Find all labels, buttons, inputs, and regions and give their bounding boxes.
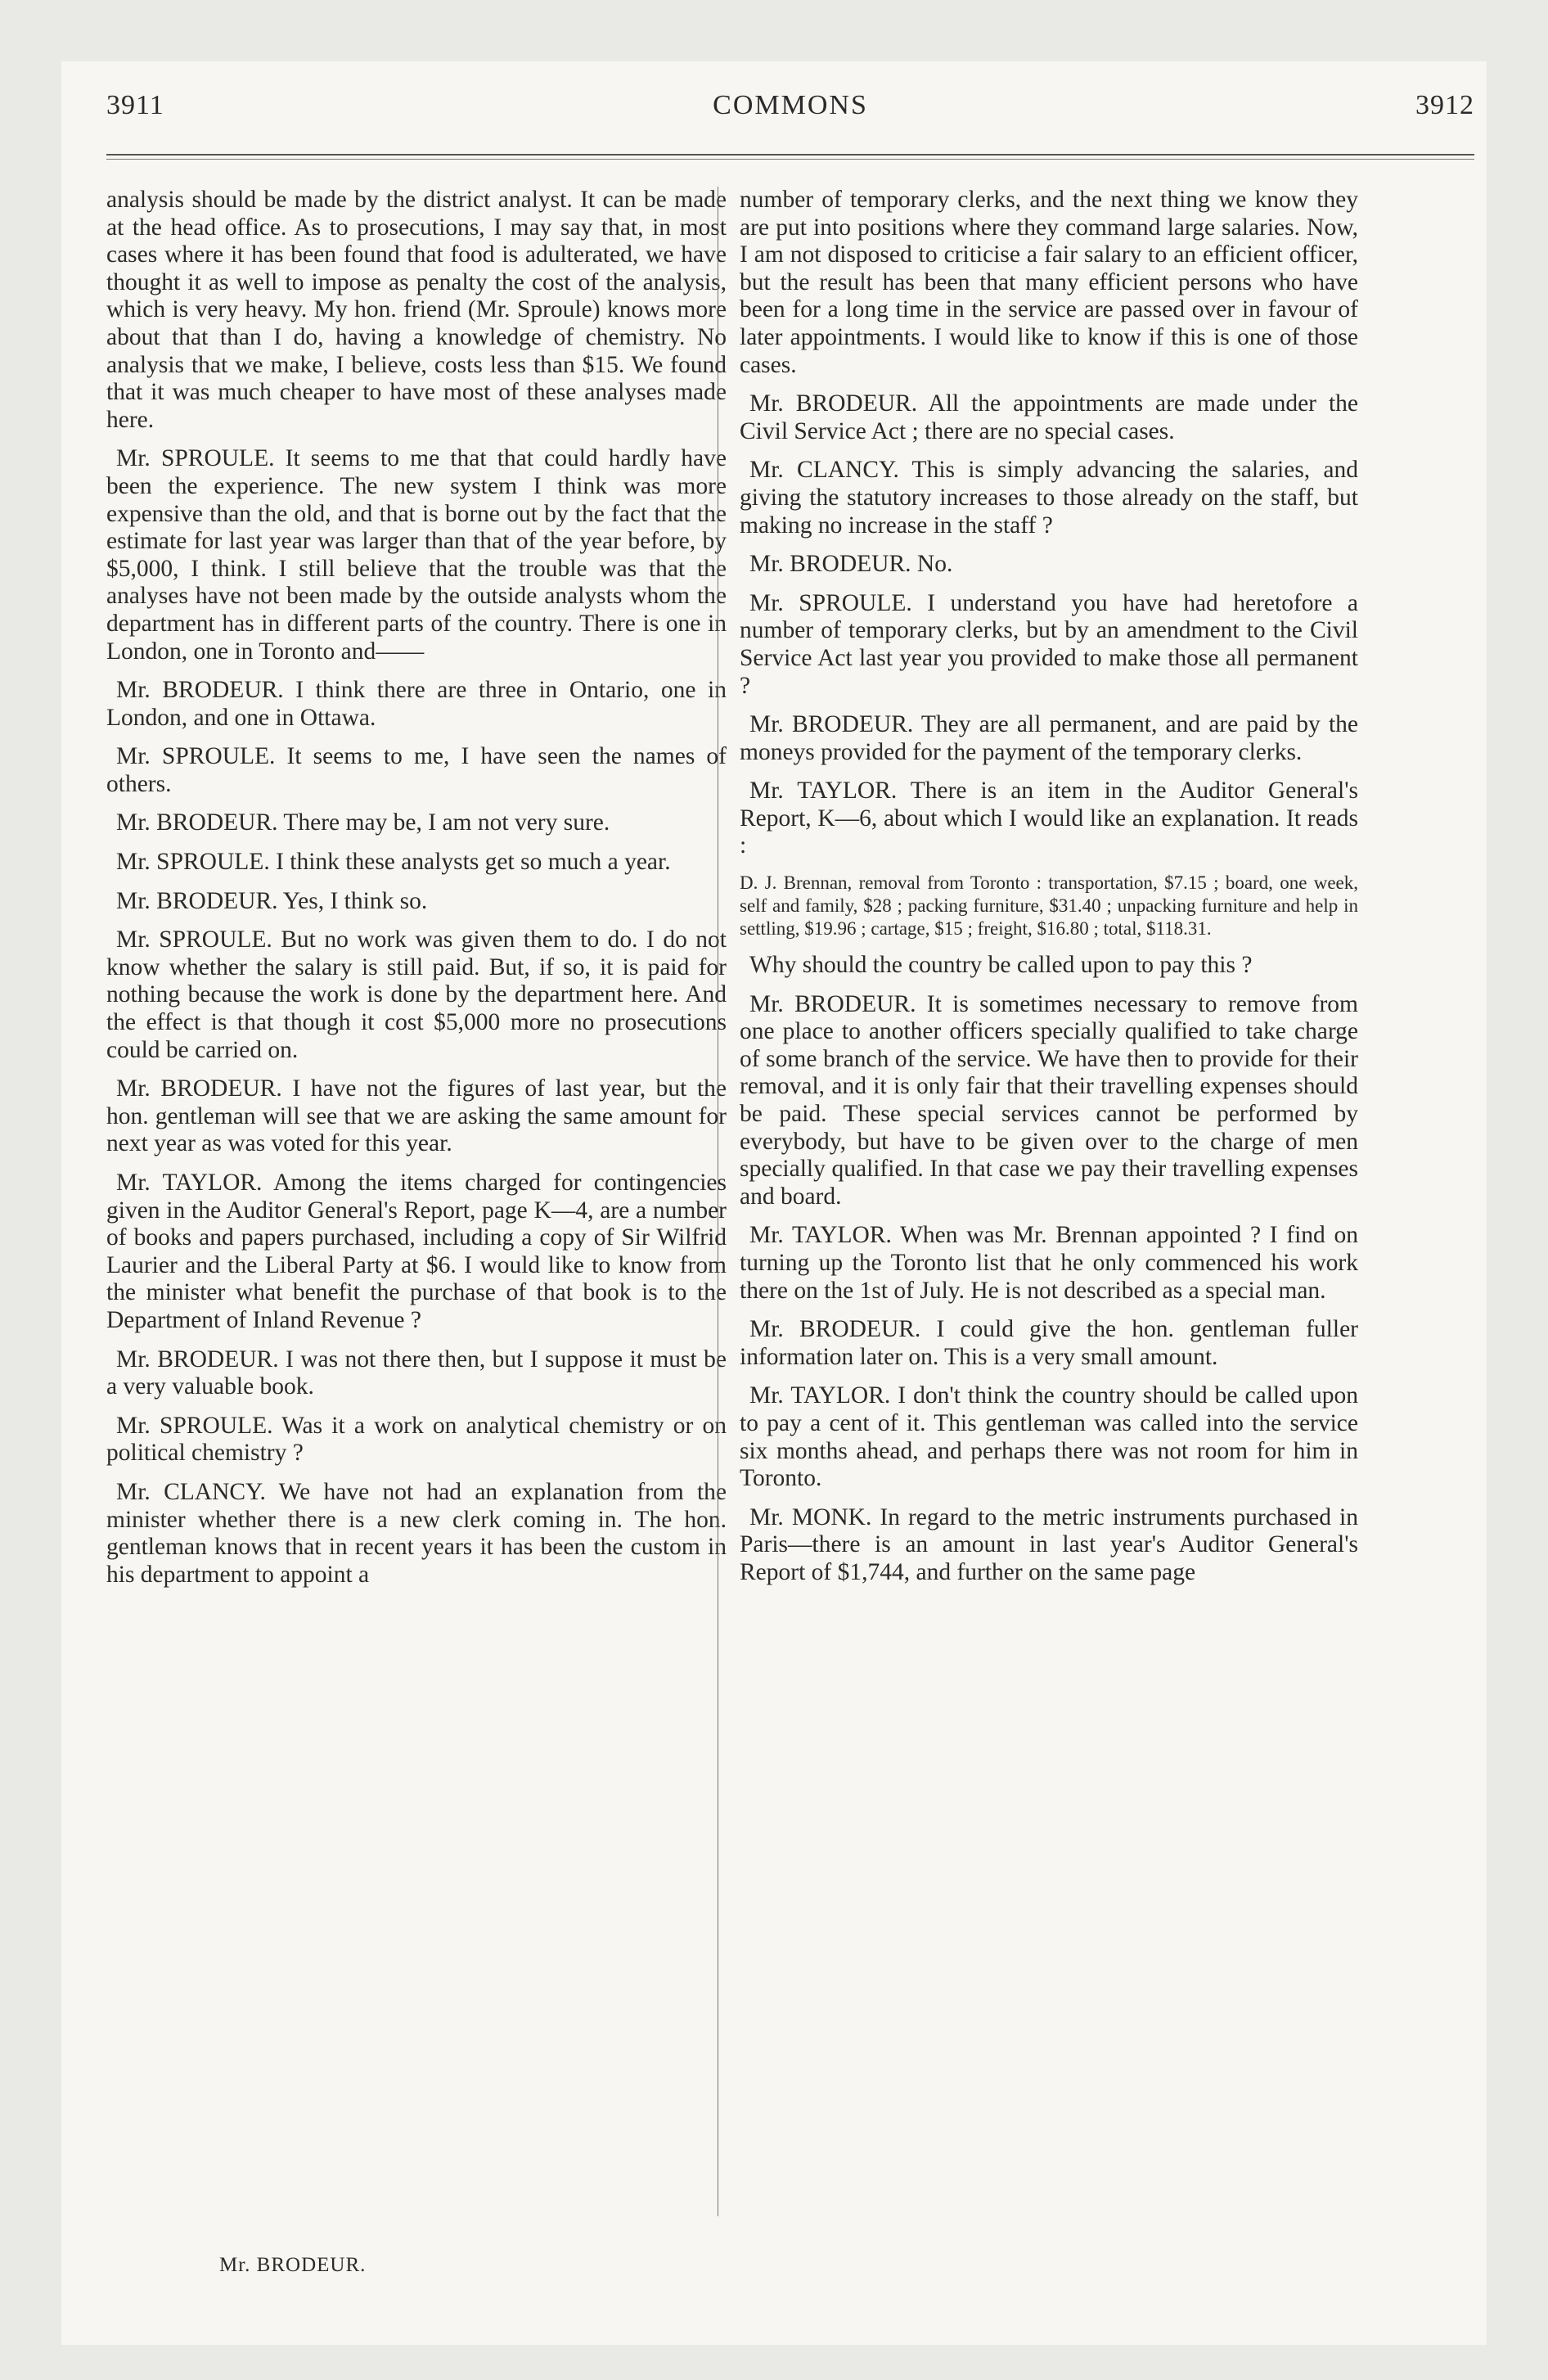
paragraph: Mr. TAYLOR. When was Mr. Brennan appointed ? I find on turning up the Toronto list that he only commenced his work there on the 1st of July. He is not described as a special man. bbox=[740, 1222, 1358, 1304]
paragraph: Mr. TAYLOR. I don't think the country should be called upon to pay a cent of it. This gentleman was called into the service six months ahead, and perhaps there was not room for him in Toronto. bbox=[740, 1382, 1358, 1492]
paragraph: Mr. TAYLOR. Among the items charged for contingencies given in the Auditor General's Report, page K—4, are a number of books and papers purchased, including a copy of Sir Wilfrid Laurier and the Liberal Party at $6. I would like to know from the minister what benefit the purchase of that book is to the Department of Inland Revenue ? bbox=[106, 1170, 727, 1333]
paragraph: Mr. MONK. In regard to the metric instruments purchased in Paris—there is an amount in last year's Auditor General's Report of $1,744, and further on the same page bbox=[740, 1503, 1358, 1585]
paragraph: Mr. BRODEUR. I have not the figures of last year, but the hon. gentleman will see that we are asking the same amount for next year as was voted for this year. bbox=[106, 1075, 727, 1157]
paragraph: Mr. BRODEUR. There may be, I am not very sure. bbox=[116, 809, 610, 836]
paragraph: Mr. BRODEUR. No. bbox=[749, 551, 953, 578]
paragraph: Mr. SPROULE. But no work was given them to do. I do not know whether the salary is still paid. But, if so, it is paid for nothing because the work is done by the department here. And the effect is that though it cost $5,000 more no prosecutions could be carried on. bbox=[106, 926, 727, 1063]
paragraph: number of temporary clerks, and the next thing we know they are put into positions where they command large salaries. Now, I am not disposed to criticise a fair salary to an efficient officer, but the result has been that many efficient persons who have been for a long time in the service are passed over in favour of later appointments. I would like to know if this is one of those cases. bbox=[740, 187, 1358, 378]
page-number-right: 3912 bbox=[1415, 90, 1474, 120]
paragraph: Mr. TAYLOR. There is an item in the Auditor General's Report, K—6, about which I would like an explanation. It reads : bbox=[740, 778, 1358, 859]
header-rule bbox=[106, 154, 1474, 156]
paragraph: Mr. SPROULE. It seems to me that that could hardly have been the experience. The new system I think was more expensive than the old, and that is borne out by the fact that the estimate for last year was larger than that of the year before, by $5,000, I think. I still believe that the trouble was that the analyses have not been made by the outside analysts whom the department has in different parts of the country. There is one in London, one in Toronto and—— bbox=[106, 445, 727, 665]
left-column bbox=[106, 187, 727, 1600]
paragraph: Mr. SPROULE. I understand you have had heretofore a number of temporary clerks, but by an amendment to the Civil Service Act last year you provided to make those all permanent ? bbox=[740, 589, 1358, 699]
paragraph: Mr. SPROULE. I think these analysts get so much a year. bbox=[116, 849, 671, 876]
paragraph: Mr. BRODEUR. All the appointments are made under the Civil Service Act ; there are no special cases. bbox=[740, 390, 1358, 444]
paragraph: Mr. BRODEUR. I was not there then, but I suppose it must be a very valuable book. bbox=[106, 1346, 727, 1400]
paragraph: Mr. BRODEUR. I could give the hon. gentleman fuller information later on. This is a very small amount. bbox=[740, 1316, 1358, 1370]
paragraph: Mr. CLANCY. This is simply advancing the salaries, and giving the statutory increases to those already on the staff, but making no increase in the staff ? bbox=[740, 457, 1358, 539]
header-rule-thin bbox=[106, 159, 1474, 160]
paragraph: Mr. SPROULE. It seems to me, I have seen the names of others. bbox=[106, 743, 727, 797]
paragraph: Mr. CLANCY. We have not had an explanation from the minister whether there is a new clerk coming in. The hon. gentleman knows that in recent years it has been the custom in his department to appoint a bbox=[106, 1478, 727, 1588]
paragraph: Mr. BRODEUR. It is sometimes necessary to remove from one place to another officers specially qualified to take charge of some branch of the service. We have then to provide for their removal, and it is only fair that their travelling expenses should be paid. These special services cannot be performed by everybody, but have to be given over to the charge of men specially qualified. In that case we pay their travelling expenses and board. bbox=[740, 990, 1358, 1210]
paragraph: Mr. BRODEUR. They are all permanent, and are paid by the moneys provided for the payment of the temporary clerks. bbox=[740, 711, 1358, 765]
running-footer: Mr. BRODEUR. bbox=[219, 2254, 367, 2276]
paragraph: analysis should be made by the district analyst. It can be made at the head office. As to prosecutions, I may say that, in most cases where it has been found that food is adulterated, we have thought it as well to impose as penalty the cost of the analysis, which is very heavy. My hon. friend (Mr. Sproule) knows more about that than I do, having a knowledge of chemistry. No analysis that we make, I believe, costs less than $15. We found that it was much cheaper to have most of these analyses made here. bbox=[106, 187, 727, 433]
paragraph: Mr. BRODEUR. I think there are three in Ontario, one in London, and one in Ottawa. bbox=[106, 677, 727, 731]
paragraph: Why should the country be called upon to pay this ? bbox=[749, 952, 1253, 979]
paragraph: Mr. BRODEUR. Yes, I think so. bbox=[116, 887, 428, 914]
page-title: COMMONS bbox=[713, 90, 868, 120]
page-number-left: 3911 bbox=[106, 90, 164, 120]
paragraph: Mr. SPROULE. Was it a work on analytical chemistry or on political chemistry ? bbox=[106, 1412, 727, 1467]
right-column bbox=[740, 187, 1358, 1598]
quoted-entry: D. J. Brennan, removal from Toronto : transportation, $7.15 ; board, one week, self and family, $28 ; packing furniture, $31.40 ; unpacking furniture and help in settling, $19.96 ; cartage, $15 ; freight, $16.80 ; total, $118.31. bbox=[740, 872, 1358, 940]
